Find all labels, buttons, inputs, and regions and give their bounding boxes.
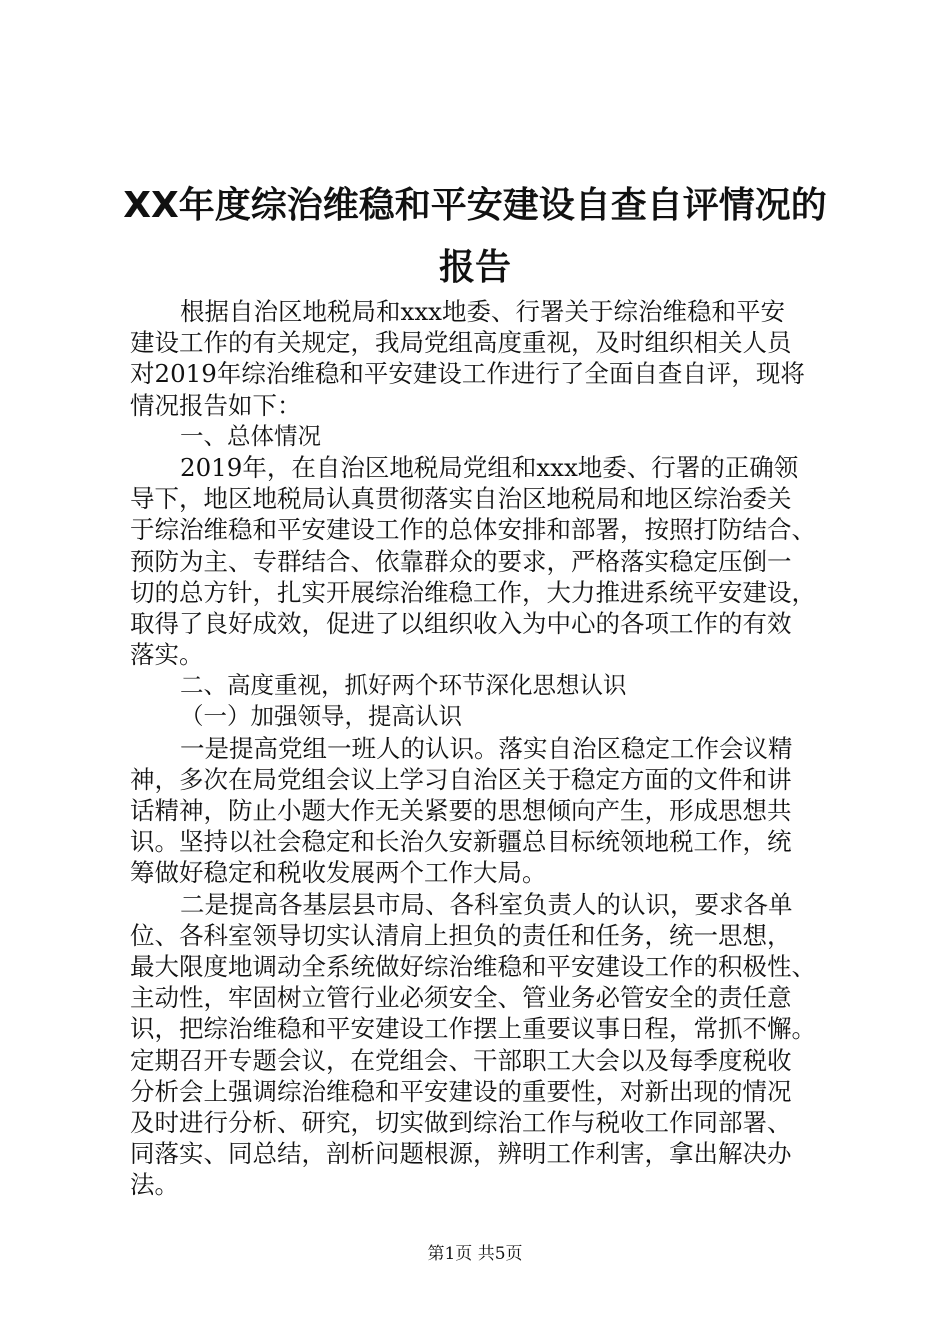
paragraph-line: 2019年，在自治区地税局党组和xxx地委、行署的正确领	[180, 452, 799, 482]
paragraph-line: 预防为主、专群结合、依靠群众的要求，严格落实稳定压倒一	[130, 546, 792, 576]
paragraph-line: 识，把综治维稳和平安建设工作摆上重要议事日程，常抓不懈。	[130, 1014, 816, 1044]
paragraph-line: 二是提高各基层县市局、各科室负责人的认识，要求各单	[180, 889, 793, 919]
paragraph-line: 建设工作的有关规定，我局党组高度重视，及时组织相关人员	[130, 328, 792, 358]
paragraph-line: 定期召开专题会议，在党组会、干部职工大会以及每季度税收	[130, 1045, 792, 1075]
paragraph-line: 情况报告如下：	[130, 390, 302, 420]
paragraph-line: 切的总方针，扎实开展综治维稳工作，大力推进系统平安建设，	[130, 577, 816, 607]
section-heading: 二、高度重视，抓好两个环节深化思想认识	[180, 671, 627, 700]
paragraph-line: 位、各科室领导切实认清肩上担负的责任和任务，统一思想，	[130, 920, 792, 950]
paragraph-line: 主动性，牢固树立管行业必须安全、管业务必管安全的责任意	[130, 983, 792, 1013]
subsection-heading: （一）加强领导，提高认识	[180, 702, 462, 731]
paragraph-line: 根据自治区地税局和xxx地委、行署关于综治维稳和平安	[180, 297, 785, 326]
paragraph-line: 神，多次在局党组会议上学习自治区关于稳定方面的文件和讲	[130, 764, 792, 794]
document-body	[130, 296, 825, 1200]
paragraph-line: 一是提高党组一班人的认识。落实自治区稳定工作会议精	[180, 733, 793, 763]
paragraph-line: 于综治维稳和平安建设工作的总体安排和部署，按照打防结合、	[130, 515, 816, 545]
document-title-line-2: 报告	[438, 247, 511, 288]
paragraph-line: 筹做好稳定和税收发展两个工作大局。	[130, 858, 547, 888]
paragraph-line: 识。坚持以社会稳定和长治久安新疆总目标统领地税工作，统	[130, 827, 792, 857]
paragraph-line: 法。	[130, 1170, 179, 1200]
paragraph-line: 分析会上强调综治维稳和平安建设的重要性，对新出现的情况	[130, 1076, 792, 1106]
page-footer: 第1页 共5页	[427, 1244, 523, 1264]
paragraph-line: 落实。	[130, 640, 204, 670]
paragraph-line: 最大限度地调动全系统做好综治维稳和平安建设工作的积极性、	[130, 951, 816, 981]
document-title-line-1: XX年度综治维稳和平安建设自查自评情况的	[123, 185, 827, 226]
section-heading: 一、总体情况	[180, 421, 321, 450]
paragraph-line: 同落实、同总结，剖析问题根源，辨明工作利害，拿出解决办	[130, 1139, 792, 1169]
paragraph-line: 话精神，防止小题大作无关紧要的思想倾向产生，形成思想共	[130, 796, 792, 825]
paragraph-line: 导下，地区地税局认真贯彻落实自治区地税局和地区综治委关	[130, 484, 792, 514]
paragraph-line: 取得了良好成效，促进了以组织收入为中心的各项工作的有效	[130, 608, 792, 638]
paragraph-line: 对2019年综治维稳和平安建设工作进行了全面自查自评，现将	[130, 359, 805, 389]
paragraph-line: 及时进行分析、研究，切实做到综治工作与税收工作同部署、	[130, 1107, 792, 1137]
